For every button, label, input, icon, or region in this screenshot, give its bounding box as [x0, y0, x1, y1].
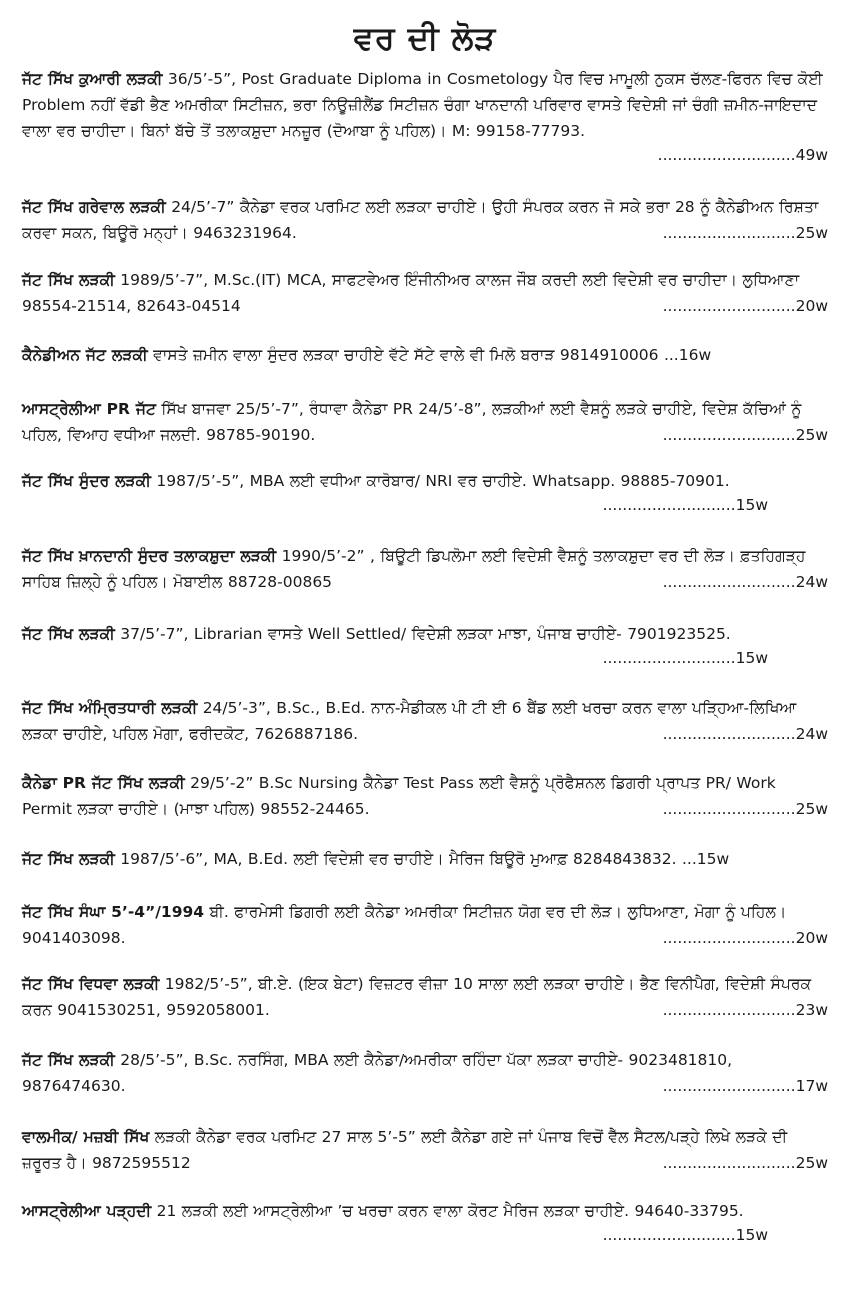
ad-14: [22, 1047, 828, 1099]
ad-text: [22, 66, 828, 144]
ad-heading: ਆਸਟ੍ਰੇਲੀਆ ਪੜ੍ਹਦੀ: [22, 1202, 152, 1220]
ad-code: ...........................15w: [602, 649, 768, 667]
ad-heading: ਜੱਟ ਸਿੱਖ ਵਿਧਵਾ ਲੜਕੀ: [22, 975, 160, 993]
ad-body: ਸਿੱਖ ਬਾਜਵਾ 25/5’-7”, ਰੰਧਾਵਾ ਕੈਨੇਡਾ PR 24/5’-8”, ਲੜਕੀਆਂ ਲਈ ਵੈਸ਼ਨੂੰ ਲੜਕੇ ਚਾਹੀਏ, ਵਿਦੇਸ਼ ਕੱਚਿਆਂ ਨੂੰ ਪਹਿਲ, ਵਿਆਹ ਵਧੀਆ ਜਲਦੀ. 98785-90190.: [22, 400, 802, 444]
ad-body: 1987/5’-6”, MA, B.Ed. ਲਈ ਵਿਦੇਸ਼ੀ ਵਰ ਚਾਹੀਏ। ਮੈਰਿਜ ਬਿਊਰੋ ਮੁਆਫ਼ 8284843832. ...15w: [120, 850, 730, 868]
ad-body: 28/5’-5”, B.Sc. ਨਰਸਿੰਗ, MBA ਲਈ ਕੈਨੇਡਾ/ਅਮਰੀਕਾ ਰਹਿੰਦਾ ਪੱਕਾ ਲੜਕਾ ਚਾਹੀਏ- 9023481810, 9876474630.: [22, 1051, 733, 1095]
ad-code: ...........................23w: [662, 1001, 828, 1019]
ad-heading: ਜੱਟ ਸਿੱਖ ਅੰਮ੍ਰਿਤਧਾਰੀ ਲੜਕੀ: [22, 699, 198, 717]
ad-heading: ਕੈਨੇਡੀਅਨ ਜੱਟ ਲੜਕੀ: [22, 346, 148, 364]
ad-code: ...........................15w: [602, 1226, 768, 1244]
ad-16: [22, 1198, 828, 1248]
ad-heading: ਜੱਟ ਸਿੱਖ ਸੰਘਾ 5’-4”/1994: [22, 903, 205, 921]
ad-body: 1987/5’-5”, MBA ਲਈ ਵਧੀਆ ਕਾਰੋਬਾਰ/ NRI ਵਰ ਚਾਹੀਏ. Whatsapp. 98885-70901.: [156, 472, 730, 490]
ad-body: 36/5’-5”, Post Graduate Diploma in Cosmetology ਪੈਰ ਵਿਚ ਮਾਮੂਲੀ ਨੁਕਸ ਚੱਲਣ-ਫਿਰਨ ਵਿਚ ਕੋਈ Problem ਨਹੀਂ ਵੱਡੀ ਭੈਣ ਅਮਰੀਕਾ ਸਿਟੀਜ਼ਨ, ਭਰਾ ਨਿਊਜ਼ੀਲੈਂਡ ਸਿਟੀਜ਼ਨ ਚੰਗਾ ਖਾਨਦਾਨੀ ਪਰਿਵਾਰ ਵਾਸਤੇ ਵਿਦੇਸ਼ੀ ਜਾਂ ਚੰਗੀ ਜ਼ਮੀਨ-ਜਾਇਦਾਦ ਵਾਲਾ ਵਰ ਚਾਹੀਦਾ। ਬਿਨਾਂ ਬੱਚੇ ਤੋਂ ਤਲਾਕਸ਼ੁਦਾ ਮਨਜ਼ੂਰ (ਦੋਆਬਾ ਨੂੰ ਪਹਿਲ)। M: 99158-77793.: [22, 70, 823, 140]
ad-3: [22, 267, 828, 319]
ad-code: ...........................25w: [662, 1154, 828, 1172]
ad-code: ...........................17w: [662, 1077, 828, 1095]
ad-9: [22, 695, 828, 747]
ad-heading: ਜੱਟ ਸਿੱਖ ਸੁੰਦਰ ਲੜਕੀ: [22, 472, 151, 490]
ad-body: ਬੀ. ਫਾਰਮੇਸੀ ਡਿਗਰੀ ਲਈ ਕੈਨੇਡਾ ਅਮਰੀਕਾ ਸਿਟੀਜ਼ਨ ਯੋਗ ਵਰ ਦੀ ਲੋੜ। ਲੁਧਿਆਣਾ, ਮੋਗਾ ਨੂੰ ਪਹਿਲ। 9041403098.: [22, 903, 787, 947]
ad-2: [22, 194, 828, 246]
ad-10: [22, 770, 828, 822]
ad-body: 29/5’-2” B.Sc Nursing ਕੈਨੇਡਾ Test Pass ਲਈ ਵੈਸ਼ਨੂੰ ਪ੍ਰੋਫੈਸ਼ਨਲ ਡਿਗਰੀ ਪ੍ਰਾਪਤ PR/ Work Permit ਲੜਕਾ ਚਾਹੀਏ। (ਮਾਝਾ ਪਹਿਲ) 98552-24465.: [22, 774, 776, 818]
ad-5: [22, 396, 828, 448]
ad-text: [22, 1198, 828, 1224]
ad-heading: ਜੱਟ ਸਿੱਖ ਲੜਕੀ: [22, 1051, 115, 1069]
ad-body: 1990/5’-2” , ਬਿਊਟੀ ਡਿਪਲੋਮਾ ਲਈ ਵਿਦੇਸ਼ੀ ਵੈਸ਼ਨੂੰ ਤਲਾਕਸ਼ੁਦਾ ਵਰ ਦੀ ਲੋੜ। ਫ਼ਤਹਿਗੜ੍ਹ ਸਾਹਿਬ ਜ਼ਿਲ੍ਹੇ ਨੂੰ ਪਹਿਲ। ਮੋਬਾਈਲ 88728-00865: [22, 547, 806, 591]
ad-heading: ਜੱਟ ਸਿੱਖ ਖ਼ਾਨਦਾਨੀ ਸੁੰਦਰ ਤਲਾਕਸ਼ੁਦਾ ਲੜਕੀ: [22, 547, 277, 565]
ad-heading: ਆਸਟ੍ਰੇਲੀਆ PR ਜੱਟ: [22, 400, 156, 418]
ad-code: ............................49w: [657, 146, 828, 164]
ad-code: ...........................25w: [662, 426, 828, 444]
ad-4: [22, 342, 828, 368]
ad-code: ...........................24w: [662, 573, 828, 591]
ad-body: 1989/5’-7”, M.Sc.(IT) MCA, ਸਾਫਟਵੇਅਰ ਇੰਜੀਨੀਅਰ ਕਾਲਜ ਜੌਬ ਕਰਦੀ ਲਈ ਵਿਦੇਸ਼ੀ ਵਰ ਚਾਹੀਦਾ। ਲੁਧਿਆਣਾ 98554-21514, 82643-04514: [22, 271, 800, 315]
ad-1: [22, 66, 828, 168]
ad-heading: ਜੱਟ ਸਿੱਖ ਲੜਕੀ: [22, 850, 115, 868]
ad-text: [22, 342, 828, 368]
ad-code: ...........................25w: [662, 224, 828, 242]
ad-heading: ਜੱਟ ਸਿੱਖ ਲੜਕੀ: [22, 271, 115, 289]
ad-text: [22, 621, 828, 647]
ad-code: ...........................25w: [662, 800, 828, 818]
ad-code: ...........................20w: [662, 929, 828, 947]
ad-body: 21 ਲੜਕੀ ਲਈ ਆਸਟ੍ਰੇਲੀਆ ’ਚ ਖਰਚਾ ਕਰਨ ਵਾਲਾ ਕੋਰਟ ਮੈਰਿਜ ਲੜਕਾ ਚਾਹੀਏ. 94640-33795.: [156, 1202, 744, 1220]
ad-code: ...........................24w: [662, 725, 828, 743]
ad-heading: ਕੈਨੇਡਾ PR ਜੱਟ ਸਿੱਖ ਲੜਕੀ: [22, 774, 185, 792]
ad-heading: ਜੱਟ ਸਿੱਖ ਗਰੇਵਾਲ ਲੜਕੀ: [22, 198, 166, 216]
ad-text: [22, 846, 828, 872]
ad-15: [22, 1124, 828, 1176]
ad-code: ...........................15w: [602, 496, 768, 514]
ad-body: 1982/5’-5”, ਬੀ.ਏ. (ਇਕ ਬੇਟਾ) ਵਿਜ਼ਟਰ ਵੀਜ਼ਾ 10 ਸਾਲਾ ਲਈ ਲੜਕਾ ਚਾਹੀਏ। ਭੈਣ ਵਿਨੀਪੈਗ, ਵਿਦੇਸ਼ੀ ਸੰਪਰਕ ਕਰਨ 9041530251, 9592058001.: [22, 975, 812, 1019]
ad-body: 24/5’-3”, B.Sc., B.Ed. ਨਾਨ-ਮੈਡੀਕਲ ਪੀ ਟੀ ਈ 6 ਬੈਂਡ ਲਈ ਖਰਚਾ ਕਰਨ ਵਾਲਾ ਪੜ੍ਹਿਆ-ਲਿਖਿਆ ਲੜਕਾ ਚਾਹੀਏ, ਪਹਿਲ ਮੋਗਾ, ਫਰੀਦਕੋਟ, 7626887186.: [22, 699, 797, 743]
ad-body: ਵਾਸਤੇ ਜ਼ਮੀਨ ਵਾਲਾ ਸੁੰਦਰ ਲੜਕਾ ਚਾਹੀਏ ਵੱਟੇ ਸੱਟੇ ਵਾਲੇ ਵੀ ਮਿਲੋ ਬਰਾੜ 9814910006 ...16w: [153, 346, 712, 364]
page-title: ਵਰ ਦੀ ਲੋੜ: [353, 19, 497, 57]
ad-heading: ਜੱਟ ਸਿੱਖ ਲੜਕੀ: [22, 625, 115, 643]
ad-body: ਲੜਕੀ ਕੈਨੇਡਾ ਵਰਕ ਪਰਮਿਟ 27 ਸਾਲ 5’-5” ਲਈ ਕੈਨੇਡਾ ਗਏ ਜਾਂ ਪੰਜਾਬ ਵਿਚੋਂ ਵੈੱਲ ਸੈਟਲ/ਪੜ੍ਹੇ ਲਿਖੇ ਲੜਕੇ ਦੀ ਜ਼ਰੂਰਤ ਹੈ। 9872595512: [22, 1128, 788, 1172]
ad-11: [22, 846, 828, 872]
ad-6: [22, 468, 828, 518]
ad-13: [22, 971, 828, 1023]
ad-8: [22, 621, 828, 671]
ad-7: [22, 543, 828, 595]
ad-12: [22, 899, 828, 951]
ad-heading: ਜੱਟ ਸਿੱਖ ਕੁਆਰੀ ਲੜਕੀ: [22, 70, 163, 88]
ad-body: 24/5’-7” ਕੈਨੇਡਾ ਵਰਕ ਪਰਮਿਟ ਲਈ ਲੜਕਾ ਚਾਹੀਏ। ਉਹੀ ਸੰਪਰਕ ਕਰਨ ਜੋ ਸਕੇ ਭਰਾ 28 ਨੂੰ ਕੈਨੇਡੀਅਨ ਰਿਸ਼ਤਾ ਕਰਵਾ ਸਕਨ, ਬਿਊਰੋ ਮਨ੍ਹਾਂ। 9463231964.: [22, 198, 819, 242]
ad-body: 37/5’-7”, Librarian ਵਾਸਤੇ Well Settled/ ਵਿਦੇਸ਼ੀ ਲੜਕਾ ਮਾਝਾ, ਪੰਜਾਬ ਚਾਹੀਏ- 7901923525.: [120, 625, 731, 643]
ad-code: ...........................20w: [662, 297, 828, 315]
ad-heading: ਵਾਲਮੀਕ/ ਮਜ਼ਬੀ ਸਿੱਖ: [22, 1128, 150, 1146]
ad-text: [22, 468, 828, 494]
